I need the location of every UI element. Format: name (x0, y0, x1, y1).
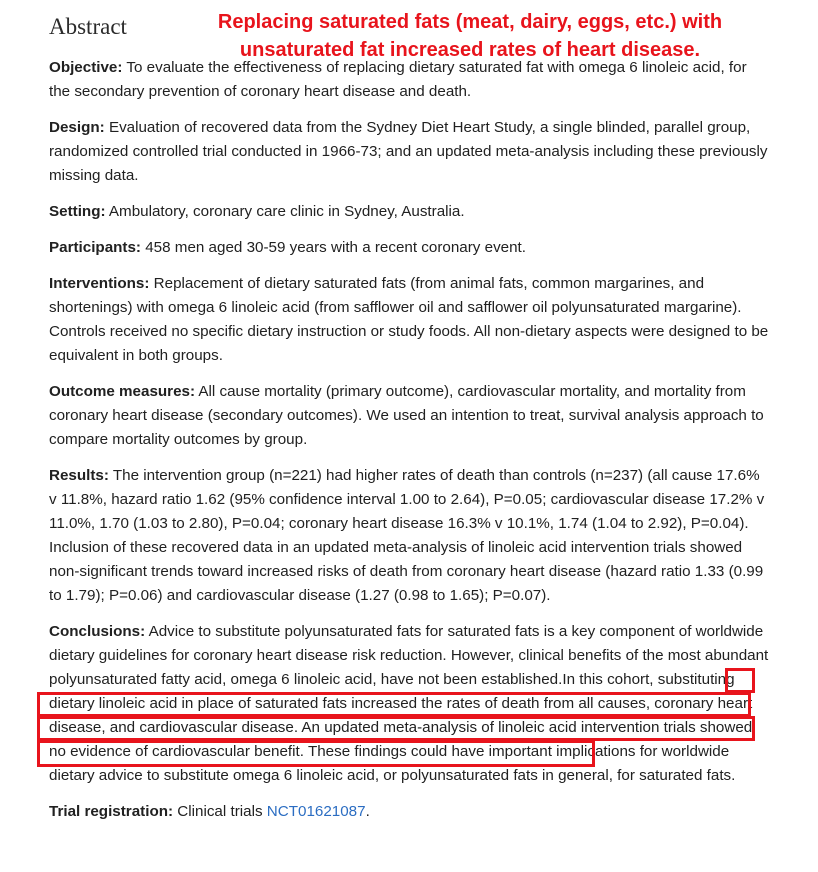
interventions-label: Interventions: (49, 275, 150, 292)
conclusions-highlighted-text: In this cohort, substituting dietary linoleic acid in place of saturated fats increased the rates of death from all causes, coronary heart disease, and cardiovascular disease. An updated meta-analysis of linoleic acid intervention trials showed no evidence of cardiovascular benefit. (49, 671, 753, 760)
results-paragraph (49, 464, 771, 608)
results-text: The intervention group (n=221) had higher rates of death than controls (n=237) (all cause 17.6% v 11.8%, hazard ratio 1.62 (95% confidence interval 1.00 to 2.64), P=0.05; cardiovascular disease 17.2% v 11.0%, 1.70 (1.03 to 2.80), P=0.04; coronary heart disease 16.3% v 10.1%, 1.74 (1.04 to 2.92), P=0.04). Inclusion of these recovered data in an updated meta-analysis of linoleic acid intervention trials showed non-significant trends toward increased risks of death from coronary heart disease (hazard ratio 1.33 (0.99 to 1.79); P=0.06) and cardiovascular disease (1.27 (0.98 to 1.65); P=0.07). (49, 467, 765, 604)
abstract-heading: Abstract (49, 14, 127, 39)
participants-text: 458 men aged 30-59 years with a recent coronary event. (145, 239, 526, 256)
annotation-caption-line-2: unsaturated fat increased rates of heart disease. (239, 39, 701, 61)
interventions-paragraph (49, 272, 771, 368)
design-text: Evaluation of recovered data from the Sydney Diet Heart Study, a single blinded, parallel group, randomized controlled trial conducted in 1966-73; and an updated meta-analysis including these previously missing data. (49, 119, 768, 184)
design-paragraph (49, 116, 771, 188)
trial-registration-link[interactable]: NCT01621087 (266, 803, 366, 820)
annotation-caption-line-1: Replacing saturated fats (meat, dairy, eggs, etc.) with (217, 11, 723, 33)
registration-label: Trial registration: (49, 803, 174, 820)
conclusions-text-before: Advice to substitute polyunsaturated fats for saturated fats is a key component of worldwide dietary guidelines for coronary heart disease risk reduction. However, clinical benefits of the most abundant polyunsaturated fatty acid, omega 6 linoleic acid, have not been established. (49, 623, 769, 688)
objective-paragraph (49, 56, 771, 104)
objective-label: Objective: (49, 59, 123, 76)
conclusions-label: Conclusions: (49, 623, 146, 640)
registration-paragraph (49, 800, 771, 824)
outcome-text: All cause mortality (primary outcome), cardiovascular mortality, and mortality from coronary heart disease (secondary outcomes). We used an intention to treat, survival analysis approach to compare mortality outcomes by group. (49, 383, 764, 448)
design-label: Design: (49, 119, 105, 136)
registration-suffix: . (365, 803, 370, 820)
outcome-paragraph (49, 380, 771, 452)
registration-text: Clinical trials (177, 803, 263, 820)
interventions-text: Replacement of dietary saturated fats (from animal fats, common margarines, and shortenings) with omega 6 linoleic acid (from safflower oil and safflower oil polyunsaturated margarine). Controls received no specific dietary instruction or study foods. All non-dietary aspects were designed to be equivalent in both groups. (49, 275, 769, 364)
conclusions-paragraph (49, 620, 771, 788)
setting-paragraph (49, 200, 771, 224)
participants-label: Participants: (49, 239, 141, 256)
participants-paragraph (49, 236, 771, 260)
setting-label: Setting: (49, 203, 106, 220)
setting-text: Ambulatory, coronary care clinic in Sydney, Australia. (108, 203, 465, 220)
abstract-body (49, 56, 771, 836)
conclusions-text-after: These findings could have important implications for worldwide dietary advice to substitute omega 6 linoleic acid, or polyunsaturated fats in general, for saturated fats. (49, 743, 736, 784)
outcome-label: Outcome measures: (49, 383, 196, 400)
results-label: Results: (49, 467, 109, 484)
objective-text: To evaluate the effectiveness of replacing dietary saturated fat with omega 6 linoleic acid, for the secondary prevention of coronary heart disease and death. (49, 59, 747, 100)
